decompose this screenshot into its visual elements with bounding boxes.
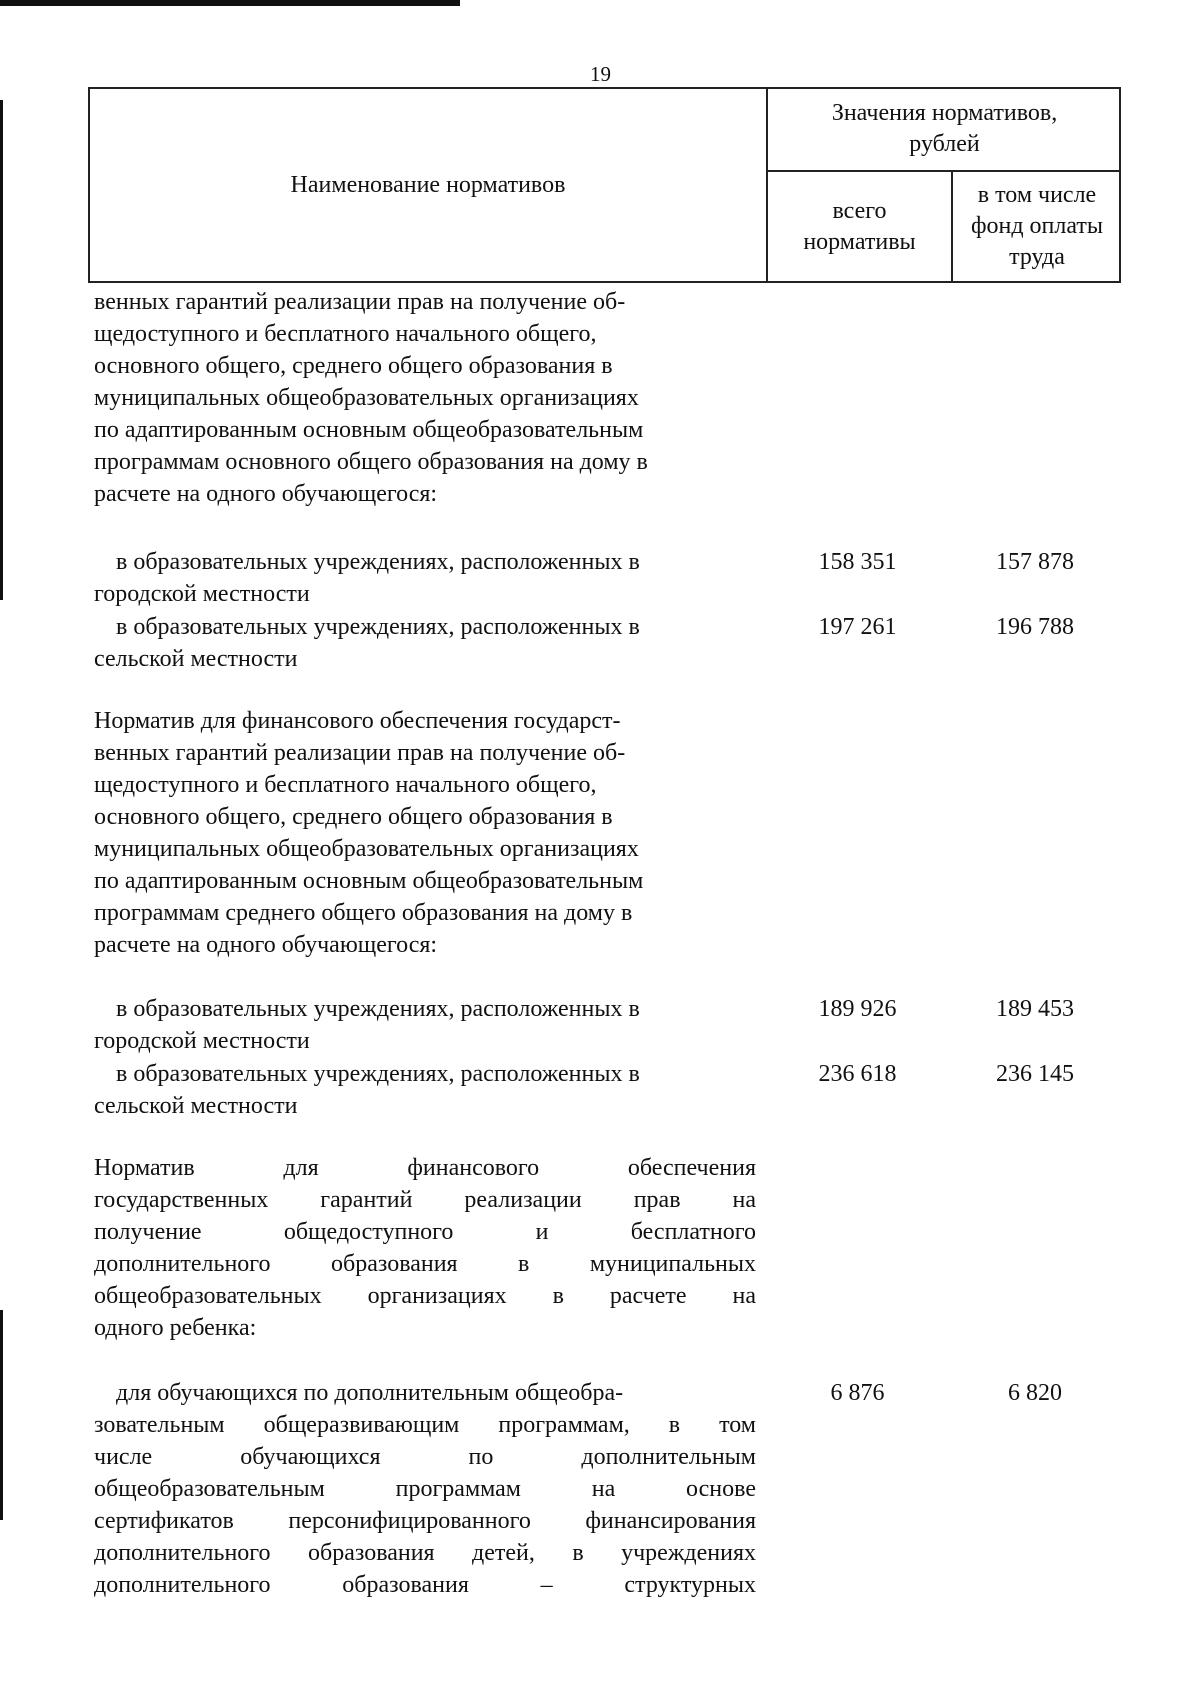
row-total-urban-1: 158 351 <box>818 549 897 575</box>
row-wage-rural-2: 236 145 <box>996 1061 1074 1087</box>
text-line: дополнительного образования в муниципальных <box>94 1251 756 1277</box>
text-line: расчете на одного обучающегося: <box>94 932 438 958</box>
text-line: щедоступного и бесплатного начального общего, <box>94 321 597 347</box>
header-wage <box>953 180 1121 273</box>
text-line: городской местности <box>94 1028 310 1054</box>
text-line: щедоступного и бесплатного начального общего, <box>94 772 597 798</box>
page-number: 19 <box>590 62 611 86</box>
scan-edge-left-lower <box>0 1310 3 1520</box>
scan-edge-top <box>0 0 460 6</box>
text-line: в образовательных учреждениях, расположенных в <box>116 996 640 1022</box>
row-text-urban-1 <box>94 546 756 610</box>
header-wage-line1: в том числе <box>977 182 1097 208</box>
text-line: расчете на одного обучающегося: <box>94 481 438 507</box>
text-line: зовательным общеразвивающим программам, в том <box>94 1412 756 1438</box>
text-line: государственных гарантий реализации прав на <box>94 1187 756 1213</box>
text-line: общеобразовательным программам на основе <box>94 1476 756 1502</box>
header-values-group <box>768 98 1121 160</box>
text-line: дополнительного образования – структурных <box>94 1572 756 1598</box>
text-line: муниципальных общеобразовательных организациях <box>94 836 639 862</box>
text-line: получение общедоступного и бесплатного <box>94 1219 756 1245</box>
text-line: программам среднего общего образования на дому в <box>94 900 633 926</box>
row-wage-urban-2: 189 453 <box>996 996 1074 1022</box>
header-divider-group <box>766 170 1121 172</box>
header-total-line2: нормативы <box>803 229 916 255</box>
row-wage-additional: 6 820 <box>1008 1380 1062 1406</box>
text-line: основного общего, среднего общего образования в <box>94 353 613 379</box>
text-line: Норматив для финансового обеспечения <box>94 1155 756 1181</box>
text-line: в образовательных учреждениях, расположенных в <box>116 614 640 640</box>
text-line: программам основного общего образования на дому в <box>94 449 648 475</box>
row-wage-rural-1: 196 788 <box>996 614 1074 640</box>
row-text-additional-norm <box>94 1152 756 1344</box>
text-line: сельской местности <box>94 646 298 672</box>
row-text-urban-2 <box>94 993 756 1057</box>
row-total-urban-2: 189 926 <box>818 996 897 1022</box>
header-total-line1: всего <box>832 198 887 224</box>
row-text-rural-1 <box>94 611 756 675</box>
header-total <box>768 196 951 258</box>
header-name-column <box>90 170 766 201</box>
row-total-rural-1: 197 261 <box>818 614 897 640</box>
text-line: дополнительного образования детей, в учреждениях <box>94 1540 756 1566</box>
row-wage-urban-1: 157 878 <box>996 549 1074 575</box>
row-text-additional-programs <box>94 1377 756 1601</box>
row-total-additional: 6 876 <box>830 1380 885 1406</box>
text-line: по адаптированным основным общеобразовательным <box>94 417 644 443</box>
text-line: одного ребенка: <box>94 1315 257 1341</box>
text-line: венных гарантий реализации прав на получение об- <box>94 289 626 315</box>
row-text-secondary-norm <box>94 705 756 961</box>
text-line: венных гарантий реализации прав на получение об- <box>94 740 626 766</box>
row-text-rural-2 <box>94 1058 756 1122</box>
text-line: муниципальных общеобразовательных организациях <box>94 385 639 411</box>
text-line: для обучающихся по дополнительным общеобра- <box>116 1380 624 1406</box>
header-values-line2: рублей <box>909 131 980 157</box>
text-line: общеобразовательных организациях в расчете на <box>94 1283 756 1309</box>
scan-edge-left <box>0 100 3 600</box>
header-wage-line3: труда <box>1009 244 1065 270</box>
text-line: Норматив для финансового обеспечения государст- <box>94 708 621 734</box>
row-total-rural-2: 236 618 <box>818 1061 897 1087</box>
text-line: городской местности <box>94 581 310 607</box>
header-values-line1: Значения нормативов, <box>831 100 1058 126</box>
text-line: по адаптированным основным общеобразовательным <box>94 868 644 894</box>
header-name-label: Наименование нормативов <box>290 172 566 198</box>
text-line: в образовательных учреждениях, расположенных в <box>116 1061 640 1087</box>
text-line: числе обучающихся по дополнительным <box>94 1444 756 1470</box>
text-line: сертификатов персонифицированного финансирования <box>94 1508 756 1534</box>
text-line: в образовательных учреждениях, расположенных в <box>116 549 640 575</box>
text-line: сельской местности <box>94 1093 298 1119</box>
row-text-continuation <box>94 286 756 510</box>
text-line: основного общего, среднего общего образования в <box>94 804 613 830</box>
header-wage-line2: фонд оплаты <box>970 213 1104 239</box>
